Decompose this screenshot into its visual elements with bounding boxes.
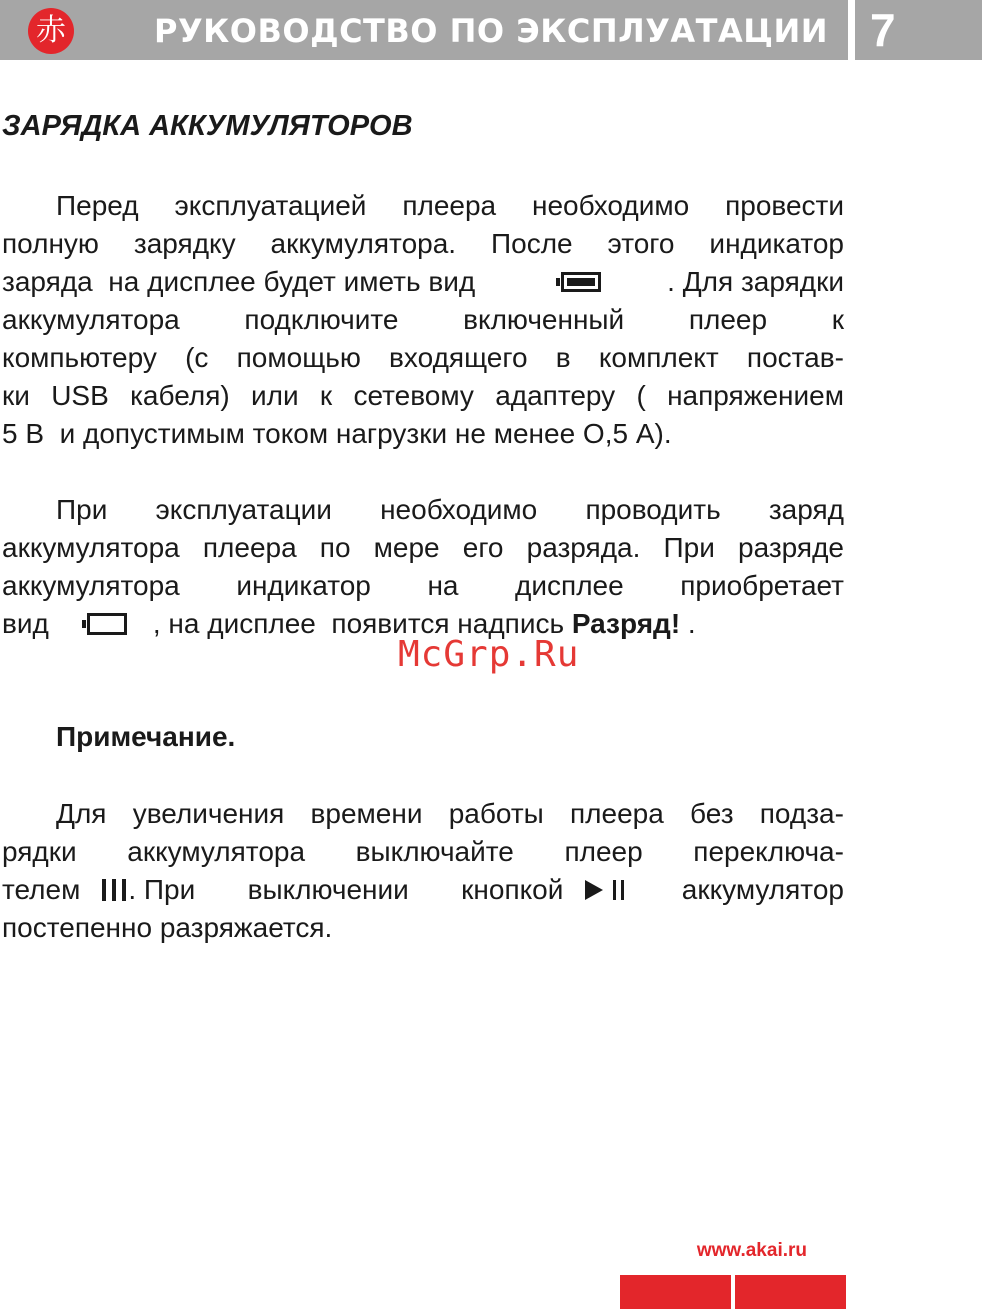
text-line: 5 В и допустимым током нагрузки не менее О,5 А).	[2, 418, 672, 449]
text-line: Для увеличения времени работы плеера без подза-	[56, 798, 844, 829]
text-line: аккумулятора плеера по мере его разряда. При разряде	[2, 532, 844, 563]
power-switch-icon	[102, 879, 128, 901]
page-number: 7	[870, 4, 896, 56]
battery-full-icon	[561, 272, 601, 292]
play-pause-icon	[585, 879, 629, 901]
footer-url[interactable]: www.akai.ru	[696, 1240, 807, 1261]
akai-logo	[28, 8, 74, 54]
logo-char: 赤	[36, 13, 66, 48]
text-line: постепенно разряжается.	[2, 912, 333, 943]
text-line: При эксплуатации необходимо проводить заряд	[56, 494, 844, 525]
text-line: полную зарядку аккумулятора. После этого индикатор	[2, 228, 844, 259]
text-line: заряда на дисплее будет иметь вид . Для зарядки	[2, 266, 844, 297]
section-title: ЗАРЯДКА АККУМУЛЯТОРОВ	[2, 110, 413, 142]
discharge-warning: Разряд!	[571, 608, 681, 639]
text-line: аккумулятора подключите включенный плеер к	[2, 304, 844, 335]
paragraph-discharge	[2, 491, 844, 643]
text-line: телем . При выключении кнопкой аккумулятор	[2, 874, 844, 905]
battery-empty-icon	[87, 613, 127, 635]
text-line: компьютеру (с помощью входящего в комплект постав-	[2, 342, 844, 373]
text-line: ки USB кабеля) или к сетевому адаптеру ( напряжением	[2, 380, 844, 411]
paragraph-note	[2, 795, 844, 947]
paragraph-charging	[2, 187, 844, 453]
note-title: Примечание.	[56, 721, 236, 752]
watermark: McGrp.Ru	[398, 634, 580, 675]
footer-bar	[735, 1275, 846, 1309]
text-line: Перед эксплуатацией плеера необходимо провести	[56, 190, 844, 221]
text-line: аккумулятора индикатор на дисплее приобретает	[2, 570, 844, 601]
text-line: вид , на дисплее появится надпись Разряд! .	[2, 605, 844, 643]
footer-bar	[620, 1275, 731, 1309]
header-title: РУКОВОДСТВО ПО ЭКСПЛУАТАЦИИ	[153, 12, 828, 50]
text-line: рядки аккумулятора выключайте плеер переключа-	[2, 836, 844, 867]
